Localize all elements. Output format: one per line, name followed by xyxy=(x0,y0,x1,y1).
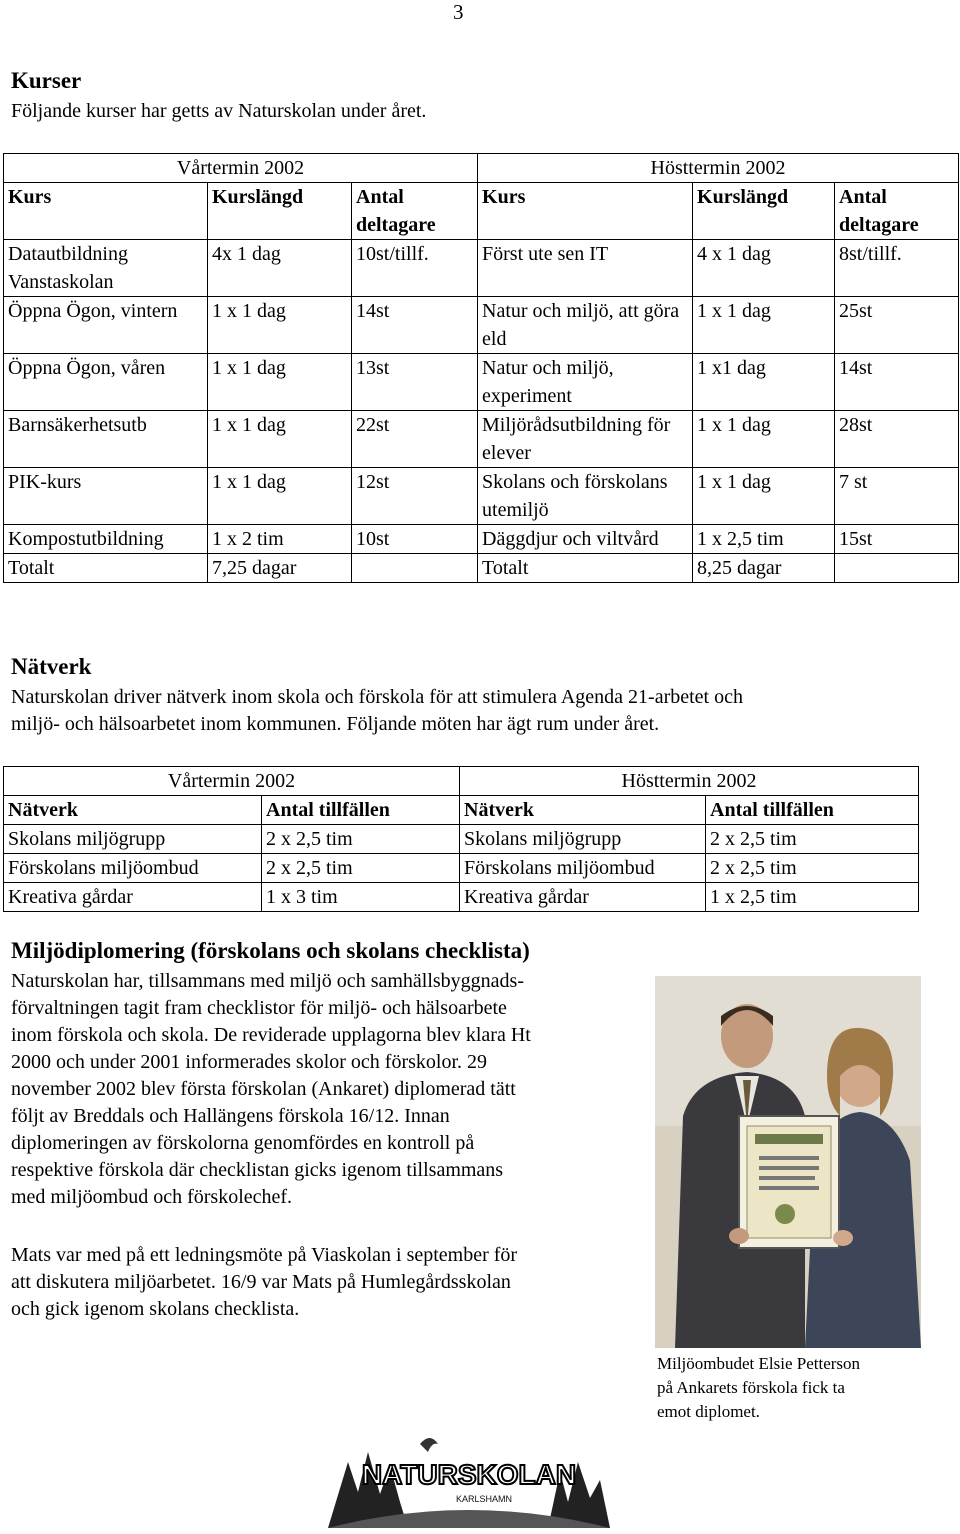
logo-subtext: KARLSHAMN xyxy=(455,1494,513,1504)
kurser-term-left: Vårtermin 2002 xyxy=(4,154,478,183)
total-row xyxy=(4,554,959,583)
kurser-table xyxy=(3,153,959,583)
diploma-photo xyxy=(655,976,921,1348)
natverk-header-row xyxy=(4,796,919,825)
kurser-intro: Följande kurser har getts av Naturskolan under året. xyxy=(11,100,427,122)
table-cell: 7,25 dagar xyxy=(208,554,352,583)
table-cell: 22st xyxy=(352,411,478,468)
table-cell: 10st xyxy=(352,525,478,554)
page-number: 3 xyxy=(453,0,464,24)
col-header: Kurs xyxy=(4,183,208,240)
table-cell: 1 x 1 dag xyxy=(208,411,352,468)
table-row xyxy=(4,411,959,468)
table-cell: 1 x 2,5 tim xyxy=(706,883,919,912)
table-cell: 1 x 1 dag xyxy=(693,411,835,468)
natverk-table xyxy=(3,766,919,912)
table-cell xyxy=(352,554,478,583)
col-header: Nätverk xyxy=(460,796,706,825)
text-line: 2000 och under 2001 informerades skolor och förskolor. 29 xyxy=(11,1051,488,1073)
table-row xyxy=(4,468,959,525)
kurser-header-row xyxy=(4,183,959,240)
text-line: med miljöombud och förskolechef. xyxy=(11,1186,293,1208)
col-header: Antal tillfällen xyxy=(706,796,919,825)
text-line: följt av Breddals och Hallängens förskola 16/12. Innan xyxy=(11,1105,450,1127)
text-line: förvaltningen tagit fram checklistor för miljö- och hälsoarbete xyxy=(11,997,507,1019)
text-line: diplomeringen av förskolorna genomfördes en kontroll på xyxy=(11,1132,475,1154)
kurser-heading: Kurser xyxy=(11,68,82,93)
natverk-term-right: Hösttermin 2002 xyxy=(460,767,919,796)
table-cell: Öppna Ögon, våren xyxy=(4,354,208,411)
table-cell: 1 x1 dag xyxy=(693,354,835,411)
table-row xyxy=(4,354,959,411)
naturskolan-logo xyxy=(328,1432,610,1528)
col-header: Kurs xyxy=(478,183,693,240)
table-cell: Öppna Ögon, vintern xyxy=(4,297,208,354)
table-cell: Först ute sen IT xyxy=(478,240,693,297)
table-cell: 1 x 1 dag xyxy=(208,354,352,411)
natverk-intro-1: Naturskolan driver nätverk inom skola och förskola för att stimulera Agenda 21-arbetet och xyxy=(11,686,743,708)
col-header: Kurslängd xyxy=(208,183,352,240)
table-cell: Barnsäkerhetsutb xyxy=(4,411,208,468)
col-header: Antal deltagare xyxy=(352,183,478,240)
table-cell: 28st xyxy=(835,411,959,468)
table-row xyxy=(4,883,919,912)
table-cell: 15st xyxy=(835,525,959,554)
table-cell: Skolans och förskolans utemiljö xyxy=(478,468,693,525)
table-cell: 14st xyxy=(835,354,959,411)
text-line: att diskutera miljöarbetet. 16/9 var Mats på Humlegårdsskolan xyxy=(11,1271,511,1293)
table-cell: Däggdjur och viltvård xyxy=(478,525,693,554)
kurser-term-row xyxy=(4,154,959,183)
miljodiplomering-para2 xyxy=(11,1242,517,1323)
table-cell: Skolans miljögrupp xyxy=(4,825,262,854)
table-cell: 2 x 2,5 tim xyxy=(706,854,919,883)
table-row xyxy=(4,240,959,297)
natverk-intro-2: miljö- och hälsoarbetet inom kommunen. Följande möten har ägt rum under året. xyxy=(11,713,660,735)
text-line: och gick igenom skolans checklista. xyxy=(11,1298,300,1320)
natverk-term-row xyxy=(4,767,919,796)
caption-line: emot diplomet. xyxy=(657,1402,760,1421)
table-cell: PIK-kurs xyxy=(4,468,208,525)
table-cell: Förskolans miljöombud xyxy=(4,854,262,883)
logo-text: NATURSKOLAN xyxy=(361,1459,577,1490)
table-cell: Kompostutbildning xyxy=(4,525,208,554)
table-cell: Natur och miljö, experiment xyxy=(478,354,693,411)
table-cell: 2 x 2,5 tim xyxy=(262,825,460,854)
caption-line: på Ankarets förskola fick ta xyxy=(657,1378,845,1397)
table-cell: 4 x 1 dag xyxy=(693,240,835,297)
col-header: Antal tillfällen xyxy=(262,796,460,825)
col-header: Antal deltagare xyxy=(835,183,959,240)
kurser-term-right: Hösttermin 2002 xyxy=(478,154,959,183)
natverk-heading: Nätverk xyxy=(11,654,92,679)
miljodiplomering-para1 xyxy=(11,968,531,1211)
table-cell: 1 x 1 dag xyxy=(208,468,352,525)
table-row xyxy=(4,854,919,883)
table-cell: 2 x 2,5 tim xyxy=(706,825,919,854)
table-cell: 1 x 3 tim xyxy=(262,883,460,912)
table-cell: 1 x 1 dag xyxy=(693,297,835,354)
miljodiplomering-heading: Miljödiplomering (förskolans och skolans checklista) xyxy=(11,938,530,963)
text-line: Mats var med på ett ledningsmöte på Viaskolan i september för xyxy=(11,1244,518,1266)
table-cell: 2 x 2,5 tim xyxy=(262,854,460,883)
table-row xyxy=(4,297,959,354)
text-line: Naturskolan har, tillsammans med miljö och samhällsbyggnads- xyxy=(11,970,524,992)
table-cell: 8st/tillf. xyxy=(835,240,959,297)
table-cell: Totalt xyxy=(4,554,208,583)
natverk-term-left: Vårtermin 2002 xyxy=(4,767,460,796)
text-line: inom förskola och skola. De reviderade upplagorna blev klara Ht xyxy=(11,1024,531,1046)
table-cell: 1 x 1 dag xyxy=(693,468,835,525)
naturskolan-logo-graphic xyxy=(328,1432,610,1528)
table-cell: 10st/tillf. xyxy=(352,240,478,297)
table-cell: 1 x 2 tim xyxy=(208,525,352,554)
table-row xyxy=(4,825,919,854)
table-cell: Kreativa gårdar xyxy=(4,883,262,912)
text-line: november 2002 blev första förskolan (Ankaret) diplomerad tätt xyxy=(11,1078,516,1100)
table-cell: Kreativa gårdar xyxy=(460,883,706,912)
table-cell: 7 st xyxy=(835,468,959,525)
diploma-photo-illustration xyxy=(655,976,921,1348)
table-cell: 8,25 dagar xyxy=(693,554,835,583)
table-cell: 14st xyxy=(352,297,478,354)
table-cell: Datautbildning Vanstaskolan xyxy=(4,240,208,297)
table-cell: 12st xyxy=(352,468,478,525)
table-cell: Skolans miljögrupp xyxy=(460,825,706,854)
table-cell: Natur och miljö, att göra eld xyxy=(478,297,693,354)
table-cell: 25st xyxy=(835,297,959,354)
table-cell: 1 x 2,5 tim xyxy=(693,525,835,554)
caption-line: Miljöombudet Elsie Petterson xyxy=(657,1354,861,1373)
table-cell: 1 x 1 dag xyxy=(208,297,352,354)
col-header: Kurslängd xyxy=(693,183,835,240)
table-cell: Miljörådsutbildning för elever xyxy=(478,411,693,468)
table-cell: Förskolans miljöombud xyxy=(460,854,706,883)
photo-caption xyxy=(657,1352,860,1424)
col-header: Nätverk xyxy=(4,796,262,825)
table-row xyxy=(4,525,959,554)
table-cell: Totalt xyxy=(478,554,693,583)
text-line: respektive förskola där checklistan gicks igenom tillsammans xyxy=(11,1159,504,1181)
table-cell: 4x 1 dag xyxy=(208,240,352,297)
table-cell xyxy=(835,554,959,583)
table-cell: 13st xyxy=(352,354,478,411)
